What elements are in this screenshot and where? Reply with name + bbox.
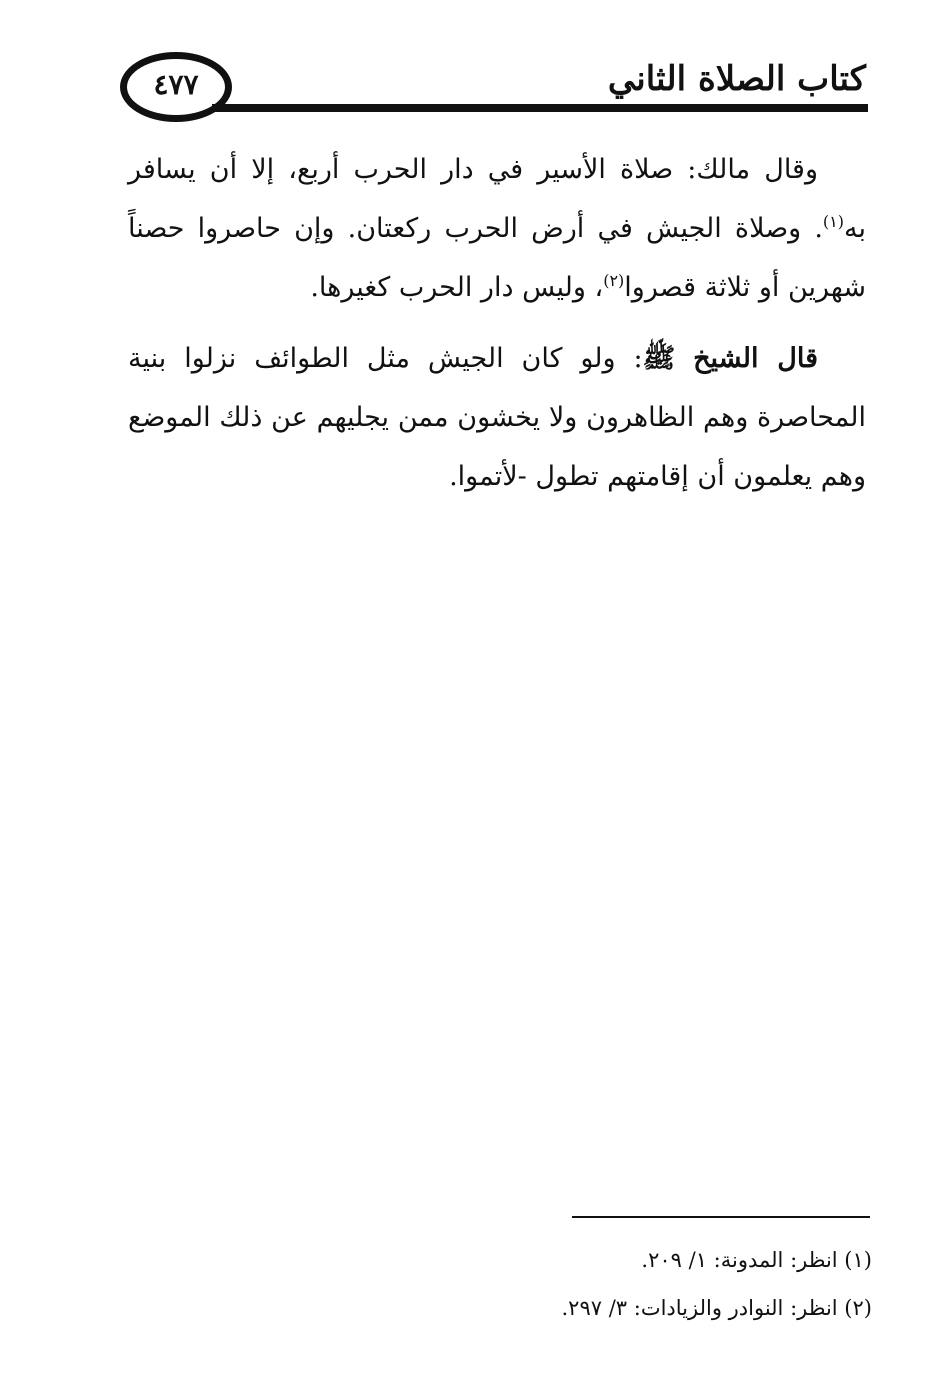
running-header-title: كتاب الصلاة الثاني (607, 59, 866, 99)
footnotes (172, 1236, 872, 1332)
main-text (128, 140, 866, 518)
paragraph-1 (128, 140, 866, 317)
footnote-2: (٢) انظر: النوادر والزيادات: ٣/ ٢٩٧. (561, 1296, 872, 1320)
paragraph-2-text: : ولو كان الجيش مثل الطوائف نزلوا بنية المحاصرة وهم الظاهرون ولا يخشون ممن يجليهم عن ذلك الموضع وهم يعلمون أن إقامتهم تطول -لأتموا. (128, 343, 866, 492)
footnote-separator (572, 1216, 870, 1218)
speaker-label: قال الشيخ (693, 343, 818, 374)
paragraph-2 (128, 329, 866, 506)
footnote-ref-1[interactable]: (١) (822, 212, 844, 231)
paragraph-1-text-b: . وصلاة الجيش في أرض الحرب ركعتان. وإن حاصروا حصناً شهرين أو ثلاثة قصروا (128, 213, 866, 303)
footnote-1: (١) انظر: المدونة: ١/ ٢٠٩. (641, 1248, 872, 1272)
page-number: ٤٧٧ (153, 68, 199, 101)
header-rule (212, 104, 868, 112)
paragraph-1-text-c: ، وليس دار الحرب كغيرها. (310, 272, 604, 303)
paragraph-1-text-a: وقال مالك: صلاة الأسير في دار الحرب أربع، إلا أن يسافر به (128, 154, 866, 244)
honorific-glyph: ﷺ (642, 343, 676, 374)
footnote-ref-2[interactable]: (٢) (603, 271, 625, 290)
